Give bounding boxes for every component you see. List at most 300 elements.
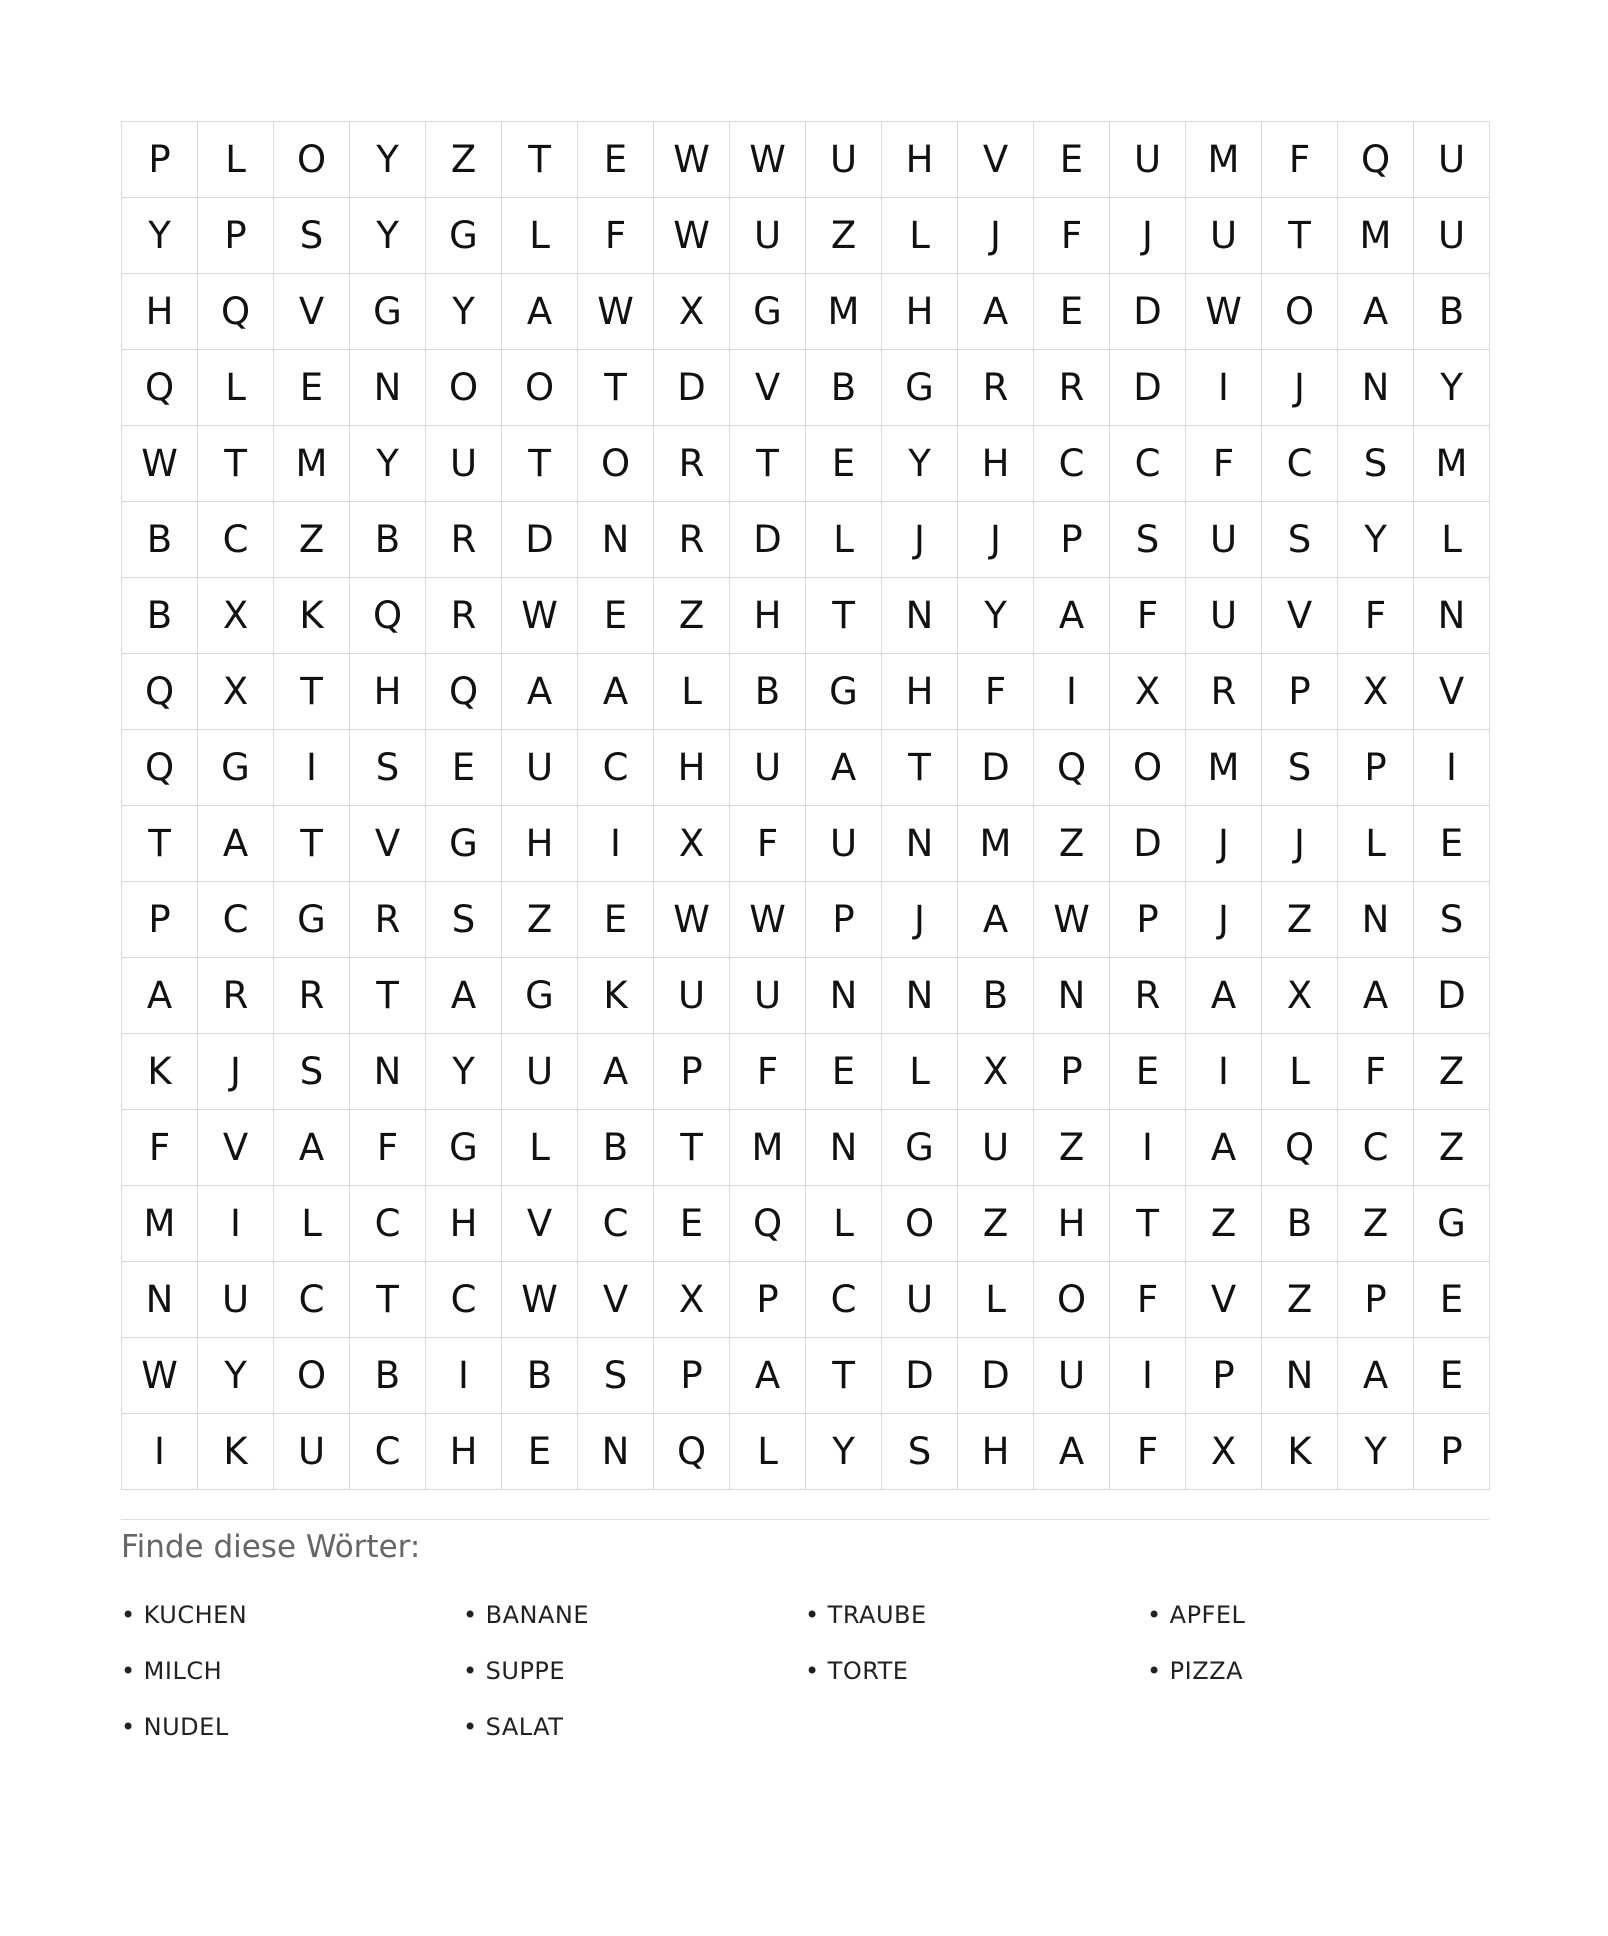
grid-cell[interactable]: M: [1414, 426, 1490, 502]
grid-cell[interactable]: A: [1338, 274, 1414, 350]
grid-cell[interactable]: Y: [958, 578, 1034, 654]
grid-cell[interactable]: A: [274, 1110, 350, 1186]
grid-cell[interactable]: S: [274, 1034, 350, 1110]
grid-cell[interactable]: T: [730, 426, 806, 502]
grid-cell[interactable]: G: [426, 806, 502, 882]
grid-cell[interactable]: L: [502, 1110, 578, 1186]
grid-cell[interactable]: G: [882, 1110, 958, 1186]
grid-cell[interactable]: Z: [1262, 1262, 1338, 1338]
grid-cell[interactable]: G: [1414, 1186, 1490, 1262]
grid-cell[interactable]: W: [122, 1338, 198, 1414]
grid-cell[interactable]: I: [274, 730, 350, 806]
grid-cell[interactable]: U: [274, 1414, 350, 1490]
grid-cell[interactable]: J: [882, 882, 958, 958]
grid-cell[interactable]: V: [1186, 1262, 1262, 1338]
grid-cell[interactable]: Z: [958, 1186, 1034, 1262]
grid-cell[interactable]: D: [958, 1338, 1034, 1414]
grid-cell[interactable]: L: [1338, 806, 1414, 882]
grid-cell[interactable]: U: [502, 730, 578, 806]
grid-cell[interactable]: S: [1110, 502, 1186, 578]
grid-cell[interactable]: H: [730, 578, 806, 654]
grid-cell[interactable]: H: [1034, 1186, 1110, 1262]
grid-cell[interactable]: J: [958, 198, 1034, 274]
grid-cell[interactable]: U: [654, 958, 730, 1034]
grid-cell[interactable]: F: [122, 1110, 198, 1186]
grid-cell[interactable]: L: [806, 1186, 882, 1262]
grid-cell[interactable]: Z: [1034, 806, 1110, 882]
grid-cell[interactable]: H: [654, 730, 730, 806]
grid-cell[interactable]: C: [578, 1186, 654, 1262]
grid-cell[interactable]: P: [1414, 1414, 1490, 1490]
grid-cell[interactable]: T: [350, 958, 426, 1034]
grid-cell[interactable]: B: [1262, 1186, 1338, 1262]
grid-cell[interactable]: C: [1110, 426, 1186, 502]
grid-cell[interactable]: Y: [122, 198, 198, 274]
grid-cell[interactable]: U: [502, 1034, 578, 1110]
grid-cell[interactable]: P: [654, 1338, 730, 1414]
grid-cell[interactable]: L: [502, 198, 578, 274]
grid-cell[interactable]: T: [806, 1338, 882, 1414]
grid-cell[interactable]: X: [1338, 654, 1414, 730]
grid-cell[interactable]: L: [882, 1034, 958, 1110]
grid-cell[interactable]: C: [806, 1262, 882, 1338]
grid-cell[interactable]: K: [1262, 1414, 1338, 1490]
grid-cell[interactable]: C: [198, 882, 274, 958]
grid-cell[interactable]: Z: [1262, 882, 1338, 958]
grid-cell[interactable]: V: [274, 274, 350, 350]
grid-cell[interactable]: P: [122, 882, 198, 958]
grid-cell[interactable]: Z: [274, 502, 350, 578]
grid-cell[interactable]: I: [1034, 654, 1110, 730]
grid-cell[interactable]: U: [882, 1262, 958, 1338]
grid-cell[interactable]: U: [1186, 198, 1262, 274]
grid-cell[interactable]: E: [502, 1414, 578, 1490]
grid-cell[interactable]: A: [1186, 1110, 1262, 1186]
grid-cell[interactable]: Z: [426, 122, 502, 198]
grid-cell[interactable]: C: [350, 1414, 426, 1490]
grid-cell[interactable]: X: [1186, 1414, 1262, 1490]
grid-cell[interactable]: U: [1414, 122, 1490, 198]
grid-cell[interactable]: Y: [1338, 1414, 1414, 1490]
grid-cell[interactable]: A: [958, 882, 1034, 958]
grid-cell[interactable]: Y: [350, 198, 426, 274]
grid-cell[interactable]: B: [578, 1110, 654, 1186]
grid-cell[interactable]: Q: [122, 350, 198, 426]
grid-cell[interactable]: G: [502, 958, 578, 1034]
grid-cell[interactable]: X: [958, 1034, 1034, 1110]
grid-cell[interactable]: F: [1338, 1034, 1414, 1110]
grid-cell[interactable]: O: [882, 1186, 958, 1262]
grid-cell[interactable]: F: [1110, 578, 1186, 654]
grid-cell[interactable]: G: [350, 274, 426, 350]
grid-cell[interactable]: F: [1338, 578, 1414, 654]
grid-cell[interactable]: R: [350, 882, 426, 958]
grid-cell[interactable]: E: [578, 122, 654, 198]
grid-cell[interactable]: A: [958, 274, 1034, 350]
grid-cell[interactable]: O: [274, 1338, 350, 1414]
grid-cell[interactable]: Y: [426, 1034, 502, 1110]
grid-cell[interactable]: T: [350, 1262, 426, 1338]
grid-cell[interactable]: E: [654, 1186, 730, 1262]
grid-cell[interactable]: N: [578, 502, 654, 578]
grid-cell[interactable]: E: [806, 1034, 882, 1110]
grid-cell[interactable]: T: [806, 578, 882, 654]
grid-cell[interactable]: X: [654, 806, 730, 882]
grid-cell[interactable]: N: [578, 1414, 654, 1490]
grid-cell[interactable]: V: [958, 122, 1034, 198]
grid-cell[interactable]: L: [1414, 502, 1490, 578]
grid-cell[interactable]: J: [198, 1034, 274, 1110]
grid-cell[interactable]: N: [1034, 958, 1110, 1034]
grid-cell[interactable]: Q: [350, 578, 426, 654]
grid-cell[interactable]: H: [426, 1414, 502, 1490]
grid-cell[interactable]: D: [654, 350, 730, 426]
grid-cell[interactable]: Q: [1262, 1110, 1338, 1186]
grid-cell[interactable]: Y: [426, 274, 502, 350]
grid-cell[interactable]: I: [122, 1414, 198, 1490]
grid-cell[interactable]: Z: [1414, 1110, 1490, 1186]
grid-cell[interactable]: Q: [122, 654, 198, 730]
grid-cell[interactable]: N: [122, 1262, 198, 1338]
grid-cell[interactable]: K: [198, 1414, 274, 1490]
grid-cell[interactable]: A: [426, 958, 502, 1034]
grid-cell[interactable]: R: [1034, 350, 1110, 426]
grid-cell[interactable]: V: [198, 1110, 274, 1186]
grid-cell[interactable]: T: [198, 426, 274, 502]
grid-cell[interactable]: P: [1338, 730, 1414, 806]
grid-cell[interactable]: L: [198, 350, 274, 426]
grid-cell[interactable]: P: [1186, 1338, 1262, 1414]
grid-cell[interactable]: T: [502, 426, 578, 502]
grid-cell[interactable]: C: [578, 730, 654, 806]
grid-cell[interactable]: J: [1186, 806, 1262, 882]
grid-cell[interactable]: Z: [502, 882, 578, 958]
grid-cell[interactable]: N: [806, 958, 882, 1034]
grid-cell[interactable]: I: [1186, 1034, 1262, 1110]
grid-cell[interactable]: U: [1034, 1338, 1110, 1414]
grid-cell[interactable]: Q: [122, 730, 198, 806]
grid-cell[interactable]: K: [274, 578, 350, 654]
grid-cell[interactable]: C: [1262, 426, 1338, 502]
grid-cell[interactable]: D: [958, 730, 1034, 806]
grid-cell[interactable]: W: [654, 198, 730, 274]
grid-cell[interactable]: X: [198, 654, 274, 730]
grid-cell[interactable]: J: [882, 502, 958, 578]
grid-cell[interactable]: D: [1110, 274, 1186, 350]
grid-cell[interactable]: G: [426, 1110, 502, 1186]
grid-cell[interactable]: D: [730, 502, 806, 578]
grid-cell[interactable]: N: [350, 350, 426, 426]
grid-cell[interactable]: V: [1262, 578, 1338, 654]
grid-cell[interactable]: G: [882, 350, 958, 426]
grid-cell[interactable]: H: [882, 122, 958, 198]
grid-cell[interactable]: X: [1110, 654, 1186, 730]
grid-cell[interactable]: A: [1186, 958, 1262, 1034]
grid-cell[interactable]: Q: [1338, 122, 1414, 198]
grid-cell[interactable]: N: [1414, 578, 1490, 654]
grid-cell[interactable]: S: [1262, 502, 1338, 578]
grid-cell[interactable]: F: [1110, 1414, 1186, 1490]
grid-cell[interactable]: Z: [806, 198, 882, 274]
grid-cell[interactable]: P: [1034, 1034, 1110, 1110]
grid-cell[interactable]: L: [958, 1262, 1034, 1338]
grid-cell[interactable]: S: [1262, 730, 1338, 806]
grid-cell[interactable]: A: [198, 806, 274, 882]
grid-cell[interactable]: T: [502, 122, 578, 198]
grid-cell[interactable]: Q: [198, 274, 274, 350]
grid-cell[interactable]: U: [806, 806, 882, 882]
grid-cell[interactable]: N: [806, 1110, 882, 1186]
grid-cell[interactable]: B: [350, 502, 426, 578]
grid-cell[interactable]: T: [578, 350, 654, 426]
grid-cell[interactable]: M: [1186, 730, 1262, 806]
grid-cell[interactable]: X: [654, 1262, 730, 1338]
grid-cell[interactable]: S: [426, 882, 502, 958]
grid-cell[interactable]: F: [1034, 198, 1110, 274]
grid-cell[interactable]: T: [122, 806, 198, 882]
grid-cell[interactable]: V: [502, 1186, 578, 1262]
grid-cell[interactable]: N: [1338, 350, 1414, 426]
grid-cell[interactable]: C: [1338, 1110, 1414, 1186]
grid-cell[interactable]: H: [502, 806, 578, 882]
grid-cell[interactable]: G: [198, 730, 274, 806]
grid-cell[interactable]: M: [122, 1186, 198, 1262]
grid-cell[interactable]: P: [730, 1262, 806, 1338]
grid-cell[interactable]: T: [274, 806, 350, 882]
grid-cell[interactable]: H: [122, 274, 198, 350]
grid-cell[interactable]: H: [958, 1414, 1034, 1490]
grid-cell[interactable]: Y: [1338, 502, 1414, 578]
grid-cell[interactable]: W: [1186, 274, 1262, 350]
grid-cell[interactable]: O: [1034, 1262, 1110, 1338]
grid-cell[interactable]: T: [654, 1110, 730, 1186]
grid-cell[interactable]: W: [1034, 882, 1110, 958]
grid-cell[interactable]: U: [730, 198, 806, 274]
grid-cell[interactable]: P: [1262, 654, 1338, 730]
grid-cell[interactable]: C: [426, 1262, 502, 1338]
grid-cell[interactable]: A: [1034, 1414, 1110, 1490]
grid-cell[interactable]: I: [578, 806, 654, 882]
grid-cell[interactable]: O: [426, 350, 502, 426]
grid-cell[interactable]: S: [274, 198, 350, 274]
grid-cell[interactable]: P: [806, 882, 882, 958]
grid-cell[interactable]: N: [350, 1034, 426, 1110]
grid-cell[interactable]: C: [198, 502, 274, 578]
grid-cell[interactable]: U: [730, 958, 806, 1034]
grid-cell[interactable]: X: [198, 578, 274, 654]
grid-cell[interactable]: Z: [1186, 1186, 1262, 1262]
grid-cell[interactable]: F: [578, 198, 654, 274]
grid-cell[interactable]: J: [1110, 198, 1186, 274]
grid-cell[interactable]: R: [274, 958, 350, 1034]
grid-cell[interactable]: A: [1034, 578, 1110, 654]
grid-cell[interactable]: Q: [730, 1186, 806, 1262]
grid-cell[interactable]: R: [654, 502, 730, 578]
grid-cell[interactable]: N: [882, 958, 958, 1034]
grid-cell[interactable]: E: [1414, 1338, 1490, 1414]
grid-cell[interactable]: K: [578, 958, 654, 1034]
grid-cell[interactable]: B: [1414, 274, 1490, 350]
grid-cell[interactable]: E: [274, 350, 350, 426]
grid-cell[interactable]: Z: [1414, 1034, 1490, 1110]
grid-cell[interactable]: F: [1262, 122, 1338, 198]
grid-cell[interactable]: V: [578, 1262, 654, 1338]
grid-cell[interactable]: U: [1414, 198, 1490, 274]
grid-cell[interactable]: B: [502, 1338, 578, 1414]
grid-cell[interactable]: V: [1414, 654, 1490, 730]
grid-cell[interactable]: I: [426, 1338, 502, 1414]
grid-cell[interactable]: F: [1110, 1262, 1186, 1338]
grid-cell[interactable]: L: [1262, 1034, 1338, 1110]
grid-cell[interactable]: P: [122, 122, 198, 198]
grid-cell[interactable]: U: [1186, 578, 1262, 654]
grid-cell[interactable]: E: [1034, 274, 1110, 350]
grid-cell[interactable]: E: [1414, 806, 1490, 882]
grid-cell[interactable]: T: [1262, 198, 1338, 274]
grid-cell[interactable]: C: [350, 1186, 426, 1262]
grid-cell[interactable]: Q: [426, 654, 502, 730]
grid-cell[interactable]: S: [1414, 882, 1490, 958]
grid-cell[interactable]: E: [426, 730, 502, 806]
grid-cell[interactable]: K: [122, 1034, 198, 1110]
grid-cell[interactable]: R: [426, 502, 502, 578]
grid-cell[interactable]: Y: [882, 426, 958, 502]
grid-cell[interactable]: S: [882, 1414, 958, 1490]
grid-cell[interactable]: T: [882, 730, 958, 806]
grid-cell[interactable]: O: [274, 122, 350, 198]
grid-cell[interactable]: A: [578, 654, 654, 730]
grid-cell[interactable]: G: [730, 274, 806, 350]
grid-cell[interactable]: Q: [1034, 730, 1110, 806]
grid-cell[interactable]: C: [274, 1262, 350, 1338]
grid-cell[interactable]: Y: [806, 1414, 882, 1490]
grid-cell[interactable]: N: [882, 578, 958, 654]
grid-cell[interactable]: E: [1110, 1034, 1186, 1110]
grid-cell[interactable]: W: [730, 882, 806, 958]
grid-cell[interactable]: F: [350, 1110, 426, 1186]
grid-cell[interactable]: N: [1338, 882, 1414, 958]
grid-cell[interactable]: A: [1338, 1338, 1414, 1414]
grid-cell[interactable]: W: [502, 578, 578, 654]
grid-cell[interactable]: B: [958, 958, 1034, 1034]
grid-cell[interactable]: R: [958, 350, 1034, 426]
grid-cell[interactable]: Y: [350, 426, 426, 502]
grid-cell[interactable]: E: [1034, 122, 1110, 198]
grid-cell[interactable]: B: [806, 350, 882, 426]
grid-cell[interactable]: U: [730, 730, 806, 806]
grid-cell[interactable]: D: [502, 502, 578, 578]
grid-cell[interactable]: U: [198, 1262, 274, 1338]
grid-cell[interactable]: H: [350, 654, 426, 730]
grid-cell[interactable]: R: [1110, 958, 1186, 1034]
grid-cell[interactable]: Z: [1034, 1110, 1110, 1186]
grid-cell[interactable]: O: [1262, 274, 1338, 350]
grid-cell[interactable]: A: [730, 1338, 806, 1414]
grid-cell[interactable]: L: [198, 122, 274, 198]
grid-cell[interactable]: R: [198, 958, 274, 1034]
grid-cell[interactable]: U: [958, 1110, 1034, 1186]
grid-cell[interactable]: F: [958, 654, 1034, 730]
grid-cell[interactable]: L: [274, 1186, 350, 1262]
grid-cell[interactable]: D: [882, 1338, 958, 1414]
grid-cell[interactable]: L: [882, 198, 958, 274]
grid-cell[interactable]: J: [1262, 806, 1338, 882]
grid-cell[interactable]: O: [502, 350, 578, 426]
grid-cell[interactable]: Y: [198, 1338, 274, 1414]
grid-cell[interactable]: W: [122, 426, 198, 502]
grid-cell[interactable]: D: [1414, 958, 1490, 1034]
grid-cell[interactable]: J: [1186, 882, 1262, 958]
grid-cell[interactable]: U: [806, 122, 882, 198]
grid-cell[interactable]: I: [1110, 1110, 1186, 1186]
grid-cell[interactable]: M: [958, 806, 1034, 882]
grid-cell[interactable]: T: [274, 654, 350, 730]
grid-cell[interactable]: F: [730, 806, 806, 882]
grid-cell[interactable]: D: [1110, 806, 1186, 882]
grid-cell[interactable]: A: [122, 958, 198, 1034]
grid-cell[interactable]: V: [730, 350, 806, 426]
grid-cell[interactable]: I: [1110, 1338, 1186, 1414]
grid-cell[interactable]: Q: [654, 1414, 730, 1490]
grid-cell[interactable]: U: [1110, 122, 1186, 198]
grid-cell[interactable]: T: [1110, 1186, 1186, 1262]
grid-cell[interactable]: P: [1110, 882, 1186, 958]
grid-cell[interactable]: E: [806, 426, 882, 502]
grid-cell[interactable]: W: [654, 122, 730, 198]
grid-cell[interactable]: G: [426, 198, 502, 274]
grid-cell[interactable]: S: [578, 1338, 654, 1414]
grid-cell[interactable]: W: [730, 122, 806, 198]
grid-cell[interactable]: P: [1338, 1262, 1414, 1338]
grid-cell[interactable]: S: [350, 730, 426, 806]
grid-cell[interactable]: Z: [1338, 1186, 1414, 1262]
grid-cell[interactable]: E: [578, 882, 654, 958]
grid-cell[interactable]: G: [806, 654, 882, 730]
grid-cell[interactable]: M: [730, 1110, 806, 1186]
grid-cell[interactable]: Y: [350, 122, 426, 198]
grid-cell[interactable]: O: [578, 426, 654, 502]
grid-cell[interactable]: W: [502, 1262, 578, 1338]
grid-cell[interactable]: P: [198, 198, 274, 274]
grid-cell[interactable]: J: [958, 502, 1034, 578]
grid-cell[interactable]: H: [426, 1186, 502, 1262]
grid-cell[interactable]: M: [1186, 122, 1262, 198]
grid-cell[interactable]: R: [654, 426, 730, 502]
grid-cell[interactable]: B: [122, 502, 198, 578]
grid-cell[interactable]: O: [1110, 730, 1186, 806]
grid-cell[interactable]: E: [578, 578, 654, 654]
grid-cell[interactable]: L: [730, 1414, 806, 1490]
grid-cell[interactable]: A: [806, 730, 882, 806]
grid-cell[interactable]: L: [654, 654, 730, 730]
grid-cell[interactable]: U: [1186, 502, 1262, 578]
grid-cell[interactable]: N: [1262, 1338, 1338, 1414]
grid-cell[interactable]: I: [1186, 350, 1262, 426]
grid-cell[interactable]: J: [1262, 350, 1338, 426]
grid-cell[interactable]: L: [806, 502, 882, 578]
grid-cell[interactable]: H: [882, 654, 958, 730]
grid-cell[interactable]: Z: [654, 578, 730, 654]
grid-cell[interactable]: B: [122, 578, 198, 654]
grid-cell[interactable]: P: [654, 1034, 730, 1110]
grid-cell[interactable]: S: [1338, 426, 1414, 502]
grid-cell[interactable]: R: [426, 578, 502, 654]
grid-cell[interactable]: U: [426, 426, 502, 502]
grid-cell[interactable]: A: [1338, 958, 1414, 1034]
grid-cell[interactable]: P: [1034, 502, 1110, 578]
grid-cell[interactable]: M: [274, 426, 350, 502]
grid-cell[interactable]: E: [1414, 1262, 1490, 1338]
